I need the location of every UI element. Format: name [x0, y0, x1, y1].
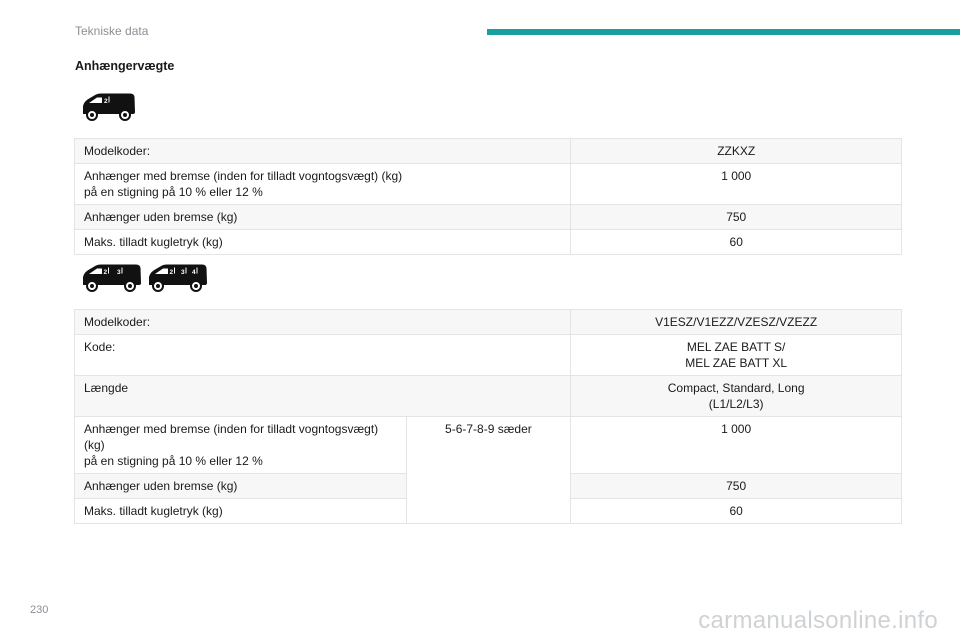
row-label: Anhænger med bremse (inden for tilladt vogntogsvægt) (kg) på en stigning på 10 % eller 12 %: [75, 164, 571, 205]
svg-text:2: 2: [104, 98, 108, 105]
trailer-weights-table-1: [74, 138, 902, 255]
row-label: Anhænger med bremse (inden for tilladt vogntogsvægt) (kg) på en stigning på 10 % eller 12 %: [75, 417, 407, 474]
svg-text:3: 3: [117, 269, 121, 276]
trailer-weights-table-2: [74, 309, 902, 524]
row-value: 750: [571, 474, 902, 499]
row-value: ZZKXZ: [571, 139, 902, 164]
row-value: 1 000: [571, 164, 902, 205]
watermark: carmanualsonline.info: [698, 607, 938, 634]
row-value: 60: [571, 499, 902, 524]
svg-text:3: 3: [181, 269, 185, 276]
row-label: Modelkoder:: [75, 310, 571, 335]
table-row: [75, 164, 902, 205]
page-title: Anhængervægte: [75, 59, 175, 73]
row-label: Anhænger uden bremse (kg): [75, 205, 571, 230]
table-row: [75, 205, 902, 230]
row-label: Maks. tilladt kugletryk (kg): [75, 499, 407, 524]
van-icon: [80, 263, 142, 293]
table-row: [75, 417, 902, 474]
svg-text:2: 2: [103, 269, 108, 276]
table-row: [75, 310, 902, 335]
row-label: Anhænger uden bremse (kg): [75, 474, 407, 499]
row-value: 60: [571, 230, 902, 255]
seats-cell: 5-6-7-8-9 sæder: [406, 417, 571, 524]
row-value: Compact, Standard, Long (L1/L2/L3): [571, 376, 902, 417]
table-row: [75, 335, 902, 376]
table-row: [75, 139, 902, 164]
row-label: Kode:: [75, 335, 571, 376]
row-value: MEL ZAE BATT S/ MEL ZAE BATT XL: [571, 335, 902, 376]
section-accent-bar: [487, 29, 960, 35]
van-icon: [80, 92, 136, 122]
row-label: Maks. tilladt kugletryk (kg): [75, 230, 571, 255]
row-value: 1 000: [571, 417, 902, 474]
row-value: V1ESZ/V1EZZ/VZESZ/VZEZZ: [571, 310, 902, 335]
row-value: 750: [571, 205, 902, 230]
row-label: Modelkoder:: [75, 139, 571, 164]
page-number: 230: [30, 604, 49, 616]
section-label: Tekniske data: [75, 24, 149, 38]
table-row: [75, 230, 902, 255]
svg-text:4: 4: [192, 269, 196, 276]
row-label: Længde: [75, 376, 571, 417]
svg-text:2: 2: [169, 269, 174, 276]
van-icon: [146, 263, 208, 293]
table-row: [75, 376, 902, 417]
